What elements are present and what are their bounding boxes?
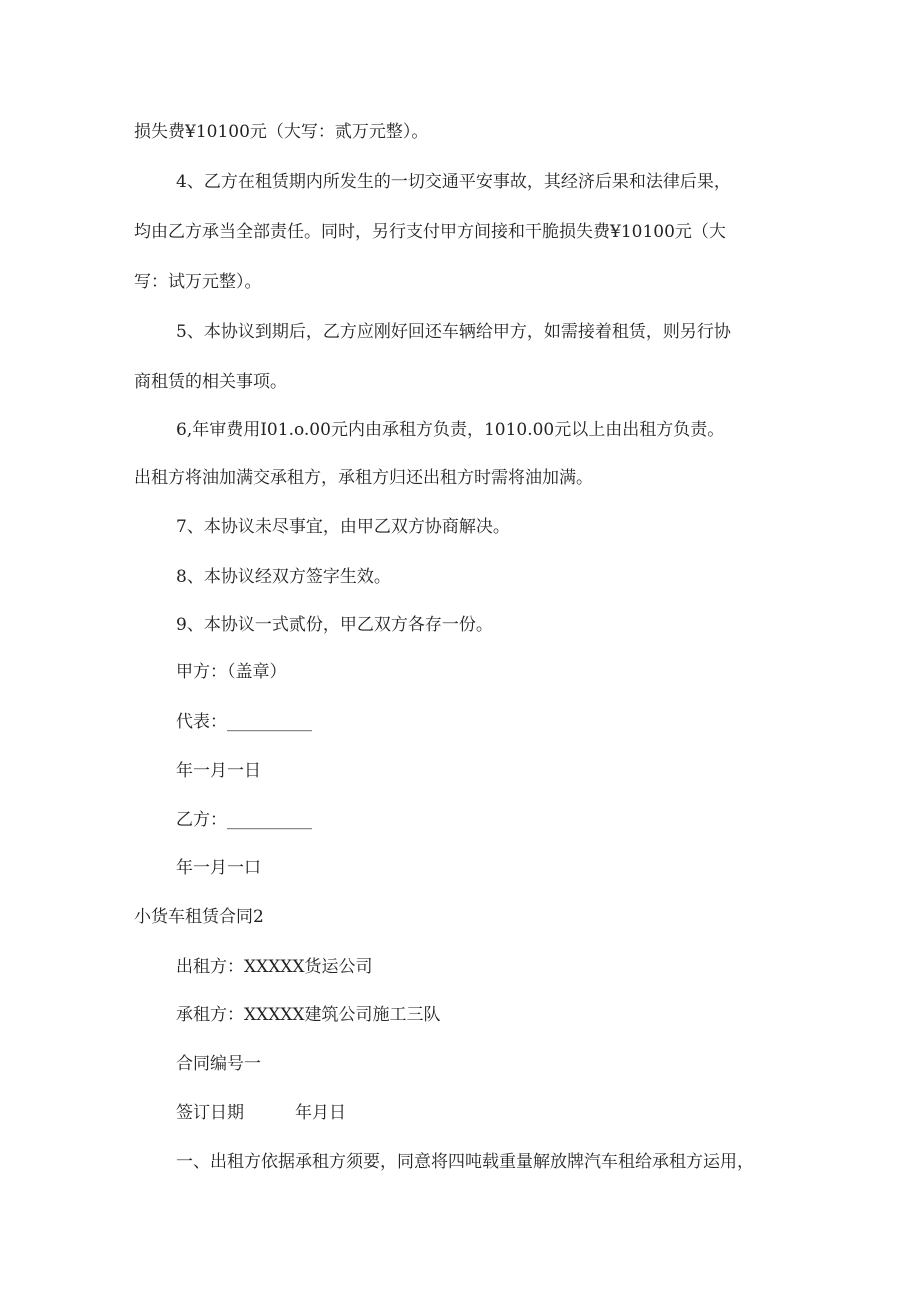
lessor-line: 出租方：XXXXX货运公司 [176, 957, 373, 977]
clause-4-line-1: 4、乙方在租赁期内所发生的一切交通平安事故，其经济后果和法律后果， [176, 172, 731, 192]
clause-6-line-1: 6,年审费用I01.o.00元内由承租方负责，1010.00元以上由出租方负责。 [176, 420, 725, 440]
party-b-date: 年一月一口 [176, 858, 261, 878]
lessee-line: 承租方：XXXXX建筑公司施工三队 [176, 1005, 441, 1025]
representative-line: 代表：__________ [176, 712, 312, 732]
contract-number-line: 合同编号一 [176, 1054, 261, 1074]
clause-6-line-2: 出租方将油加满交承租方，承租方归还出租方时需将油加满。 [134, 468, 593, 488]
contract-2-title: 小货车租赁合同2 [134, 907, 264, 927]
clause-5-line-1: 5、本协议到期后，乙方应刚好回还车辆给甲方，如需接着租赁，则另行协 [176, 322, 731, 342]
text-line-loss-fee: 损失费¥10100元（大写：贰万元整）。 [134, 122, 429, 142]
clause-4-line-3: 写：试万元整）。 [134, 272, 262, 292]
clause-5-line-2: 商租赁的相关事项。 [134, 372, 287, 392]
clause-9: 9、本协议一式贰份，甲乙双方各存一份。 [176, 615, 493, 635]
party-b-line: 乙方：__________ [176, 810, 312, 830]
clause-8: 8、本协议经双方签字生效。 [176, 567, 391, 587]
party-a-date: 年一月一日 [176, 761, 261, 781]
clause-7: 7、本协议未尽事宜，由甲乙双方协商解决。 [176, 517, 510, 537]
article-1-line-1: 一、出租方依据承租方须要，同意将四吨载重量解放牌汽车租给承租方运用， [176, 1152, 754, 1172]
party-a-label: 甲方：（盖章） [176, 662, 287, 682]
clause-4-line-2: 均由乙方承当全部责任。同时，另行支付甲方间接和干脆损失费¥10100元（大 [134, 222, 726, 242]
signing-date-line: 签订日期 年月日 [176, 1103, 346, 1123]
